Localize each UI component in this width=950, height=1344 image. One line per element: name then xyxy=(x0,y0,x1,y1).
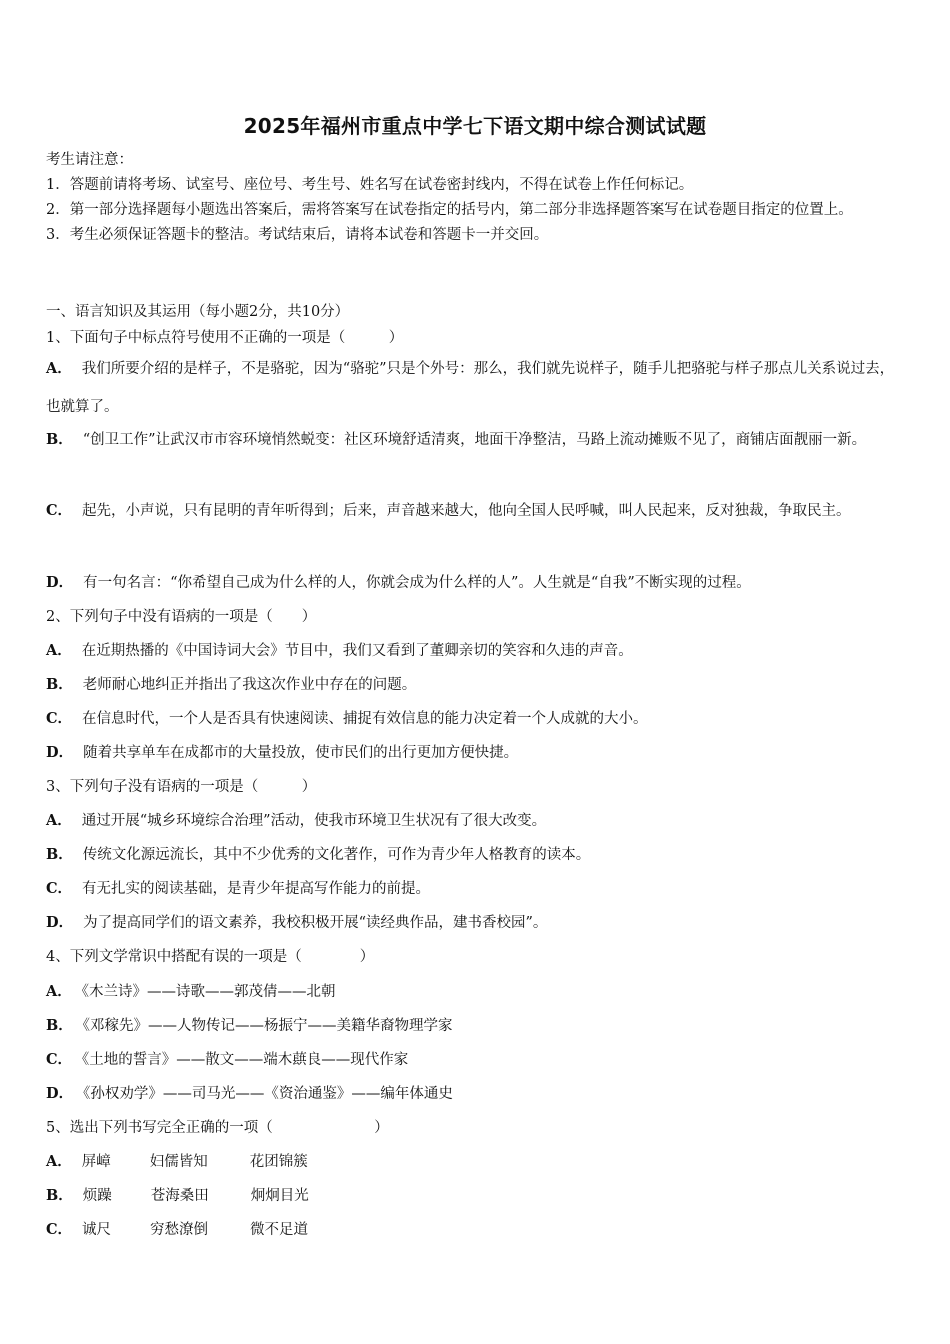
option-c xyxy=(46,1048,408,1069)
option-text: 《孙权劝学》——司马光——《资治通鉴》——编年体通史 xyxy=(83,1086,453,1102)
option-text: 《邓稼先》——人物传记——杨振宁——美籍华裔物理学家 xyxy=(82,1018,453,1034)
option-label: B． xyxy=(46,1017,73,1034)
option-label: D． xyxy=(46,744,74,761)
option-d xyxy=(46,571,751,592)
option-text: 《木兰诗》——诗歌——郭茂倩——北朝 xyxy=(81,984,336,1000)
option-text: 我们所要介绍的是样子，不是骆驼，因为“骆驼”只是个外号：那么，我们就先说样子，随手儿把骆驼与样子那点儿关系说过去，也就算了。 xyxy=(46,361,895,415)
option-a xyxy=(46,1150,308,1171)
option-text: 在近期热播的《中国诗词大会》节目中，我们又看到了董卿亲切的笑容和久违的声音。 xyxy=(81,643,633,659)
option-word: 花团锦簇 xyxy=(249,1154,308,1170)
option-label: D． xyxy=(46,914,74,931)
option-a xyxy=(46,809,546,830)
option-text: 在信息时代，一个人是否具有快速阅读、捕捉有效信息的能力决定着一个人成就的大小。 xyxy=(82,711,648,727)
option-d xyxy=(46,911,547,932)
option-word: 妇儒皆知 xyxy=(149,1154,208,1170)
option-text: 老师耐心地纠正并指出了我这次作业中存在的问题。 xyxy=(82,677,417,693)
option-text: 传统文化源远流长，其中不少优秀的文化著作，可作为青少年人格教育的读本。 xyxy=(82,847,591,863)
option-text: 有一句名言：“你希望自己成为什么样的人，你就会成为什么样的人”。人生就是“自我”不断实现的过程。 xyxy=(83,575,751,591)
option-word: 屏嶂 xyxy=(81,1154,111,1170)
option-text: “创卫工作”让武汉市市容环境悄然蜕变：社区环境舒适清爽，地面干净整洁，马路上流动摊贩不见了，商铺店面靓丽一新。 xyxy=(82,432,867,448)
option-text: 随着共享单车在成都市的大量投放，使市民们的出行更加方便快捷。 xyxy=(83,745,519,761)
exam-notice xyxy=(46,148,906,248)
option-label: B． xyxy=(46,676,73,693)
question-stem: 1、下面句子中标点符号使用不正确的一项是（ ） xyxy=(46,330,404,346)
option-text: 通过开展“城乡环境综合治理”活动，使我市环境卫生状况有了很大改变。 xyxy=(81,813,547,829)
option-b xyxy=(46,843,590,864)
option-d xyxy=(46,741,518,762)
option-label: A． xyxy=(46,642,72,659)
question-stem: 3、下列句子没有语病的一项是（ ） xyxy=(46,779,317,795)
notice-item: 3．考生必须保证答题卡的整洁。考试结束后，请将本试卷和答题卡一并交回。 xyxy=(46,227,549,243)
question-stem: 5、选出下列书写完全正确的一项（ ） xyxy=(46,1120,389,1136)
option-label: A． xyxy=(46,812,72,829)
option-label: B． xyxy=(46,1187,73,1204)
option-label: C． xyxy=(46,502,73,519)
option-text: 起先，小声说，只有昆明的青年听得到；后来，声音越来越大，他向全国人民呼喊，叫人民起来，反对独裁，争取民主。 xyxy=(82,503,851,519)
option-label: C． xyxy=(46,880,73,897)
option-label: A． xyxy=(46,360,72,377)
option-text: 《土地的誓言》——散文——端木蕻良——现代作家 xyxy=(82,1052,409,1068)
section-heading: 一、语言知识及其运用（每小题2分，共10分） xyxy=(46,304,350,320)
option-label: B． xyxy=(46,431,73,448)
option-label: B． xyxy=(46,846,73,863)
option-c xyxy=(46,707,648,728)
option-word: 苍海桑田 xyxy=(150,1188,209,1204)
notice-item: 2．第一部分选择题每小题选出答案后，需将答案写在试卷指定的括号内，第二部分非选择题答案写在试卷题目指定的位置上。 xyxy=(46,202,853,218)
option-word: 微不足道 xyxy=(250,1222,309,1238)
option-label: D． xyxy=(46,574,74,591)
option-word: 炯炯目光 xyxy=(250,1188,309,1204)
option-d xyxy=(46,1082,453,1103)
option-label: D． xyxy=(46,1085,74,1102)
option-label: A． xyxy=(46,983,72,1000)
option-b xyxy=(46,1184,309,1205)
option-text: 为了提高同学们的语文素养，我校积极开展“读经典作品，建书香校园”。 xyxy=(83,915,548,931)
question-stem: 4、下列文学常识中搭配有误的一项是（ ） xyxy=(46,949,375,965)
option-b xyxy=(46,673,416,694)
option-a xyxy=(46,350,898,426)
option-c xyxy=(46,1218,308,1239)
notice-item: 1．答题前请将考场、试室号、座位号、考生号、姓名写在试卷密封线内，不得在试卷上作任何标记。 xyxy=(46,177,694,193)
question-stem: 2、下列句子中没有语病的一项是（ ） xyxy=(46,609,317,625)
option-a xyxy=(46,980,336,1001)
option-label: C． xyxy=(46,1221,73,1238)
page-title: 2025年福州市重点中学七下语文期中综合测试试题 xyxy=(243,114,707,138)
option-c xyxy=(46,877,430,898)
option-text: 有无扎实的阅读基础，是青少年提高写作能力的前提。 xyxy=(82,881,431,897)
option-b xyxy=(46,1014,453,1035)
option-label: C． xyxy=(46,710,73,727)
option-c xyxy=(46,492,898,530)
notice-heading: 考生请注意： xyxy=(46,152,133,168)
option-label: A． xyxy=(46,1153,72,1170)
option-word: 诚尺 xyxy=(82,1222,112,1238)
option-word: 穷愁潦倒 xyxy=(150,1222,209,1238)
option-a xyxy=(46,639,633,660)
option-word: 烦躁 xyxy=(82,1188,112,1204)
option-label: C． xyxy=(46,1051,73,1068)
option-b xyxy=(46,421,898,459)
